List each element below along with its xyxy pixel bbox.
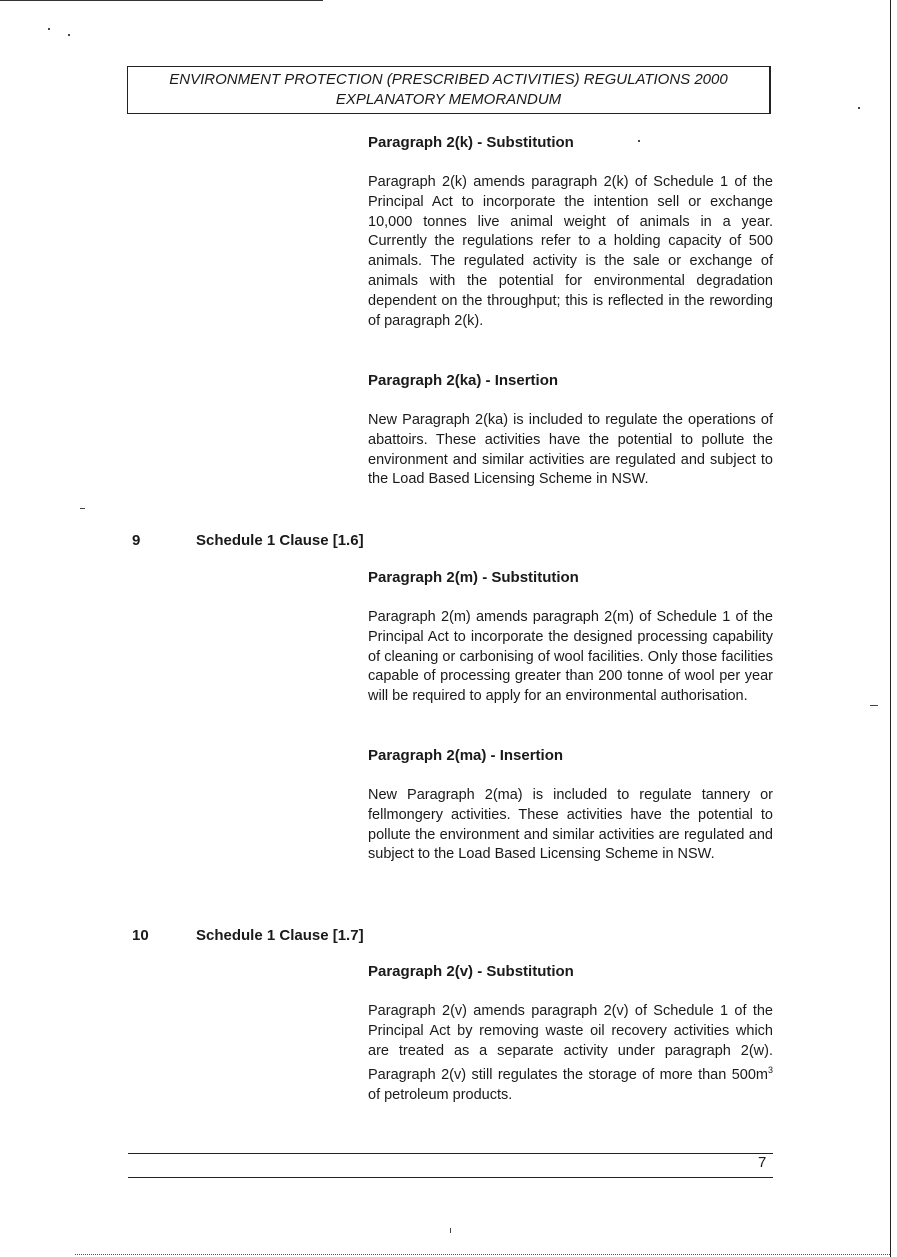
section-10-title: Schedule 1 Clause [1.7] bbox=[196, 927, 364, 944]
paragraph-2v-heading: Paragraph 2(v) - Substitution bbox=[368, 963, 574, 980]
cubic-superscript: 3 bbox=[767, 1065, 773, 1076]
header-title: ENVIRONMENT PROTECTION (PRESCRIBED ACTIVITIES) REGULATIONS 2000 bbox=[169, 71, 728, 88]
header-subtitle: EXPLANATORY MEMORANDUM bbox=[335, 91, 562, 108]
section-9-number: 9 bbox=[132, 532, 141, 549]
section-9-title: Schedule 1 Clause [1.6] bbox=[196, 532, 364, 549]
paragraph-2ka-heading: Paragraph 2(ka) - Insertion bbox=[368, 372, 559, 389]
paragraph-2k-heading: Paragraph 2(k) - Substitution bbox=[368, 134, 574, 151]
page-number: 7 bbox=[758, 1154, 767, 1171]
document-header bbox=[127, 66, 771, 114]
section-10-number: 10 bbox=[132, 927, 149, 944]
scan-speck bbox=[638, 140, 640, 142]
top-rule bbox=[0, 0, 323, 1]
footer-rule-bottom bbox=[128, 1177, 773, 1178]
scan-speck bbox=[48, 28, 50, 30]
paragraph-2ma-body: New Paragraph 2(ma) is included to regulate tannery or fellmongery activities. These activities have the potential to pollute the environment and similar activities are regulated and subject to the Load Based Licensing Scheme in NSW. bbox=[368, 787, 773, 863]
scan-speck bbox=[858, 107, 860, 109]
paragraph-2k-body: Paragraph 2(k) amends paragraph 2(k) of Schedule 1 of the Principal Act to incorporate the intention sell or exchange 10,000 tonnes live animal weight of animals in a year. Currently the regulations refer to a holding capacity of 500 animals. The regulated activity is the sale or exchange of animals with the potential for environmental degradation dependent on the throughput; this is reflected in the rewording of paragraph 2(k). bbox=[368, 174, 773, 329]
paragraph-2m-body: Paragraph 2(m) amends paragraph 2(m) of Schedule 1 of the Principal Act to incorporate the designed processing capability of cleaning or carbonising of wool facilities. Only those facilities capable of processing greater than 200 tonne of wool per year will be required to apply for an environmental authorisation. bbox=[368, 609, 773, 705]
scan-speck bbox=[68, 34, 70, 36]
page-edge-bottom bbox=[75, 1254, 890, 1255]
scan-speck bbox=[80, 508, 85, 509]
paragraph-2ka-body: New Paragraph 2(ka) is included to regulate the operations of abattoirs. These activities have the potential to pollute the environment and similar activities are regulated and subject to the Load Based Licensing Scheme in NSW. bbox=[368, 412, 773, 488]
page-edge-right bbox=[890, 0, 891, 1257]
paragraph-2v-body-end: of petroleum products. bbox=[368, 1087, 513, 1104]
scan-speck bbox=[450, 1228, 451, 1233]
paragraph-2m-heading: Paragraph 2(m) - Substitution bbox=[368, 569, 579, 586]
scan-speck bbox=[870, 705, 878, 706]
paragraph-2v-body-text: Paragraph 2(v) amends paragraph 2(v) of Schedule 1 of the Principal Act by removing waste oil recovery activities which are treated as a separate activity under paragraph 2(w). Paragraph 2(v) still regulates the storage of more than 500m bbox=[368, 1003, 773, 1084]
paragraph-2v-body bbox=[368, 1002, 773, 1106]
footer-rule-top bbox=[128, 1153, 773, 1154]
paragraph-2ma-heading: Paragraph 2(ma) - Insertion bbox=[368, 747, 564, 764]
